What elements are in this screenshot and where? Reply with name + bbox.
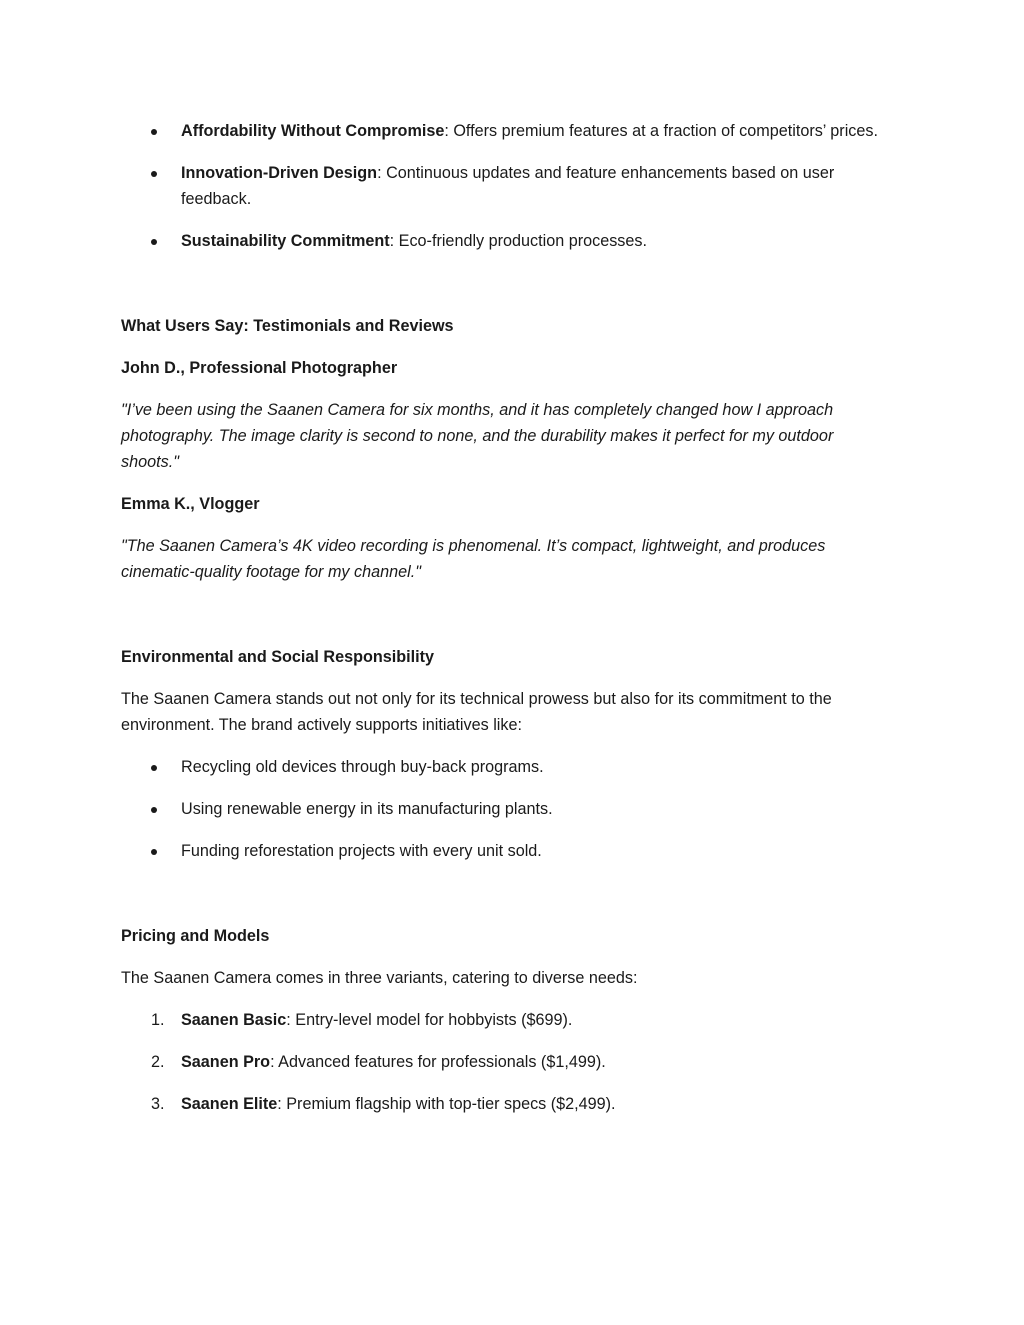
testimonial-author: John D., Professional Photographer xyxy=(121,359,398,377)
environment-intro: The Saanen Camera stands out not only for its technical prowess but also for its commitment to the environment. The brand actively supports initiatives like: xyxy=(121,690,832,734)
list-item-text: Using renewable energy in its manufacturing plants. xyxy=(181,800,553,818)
testimonial-author: Emma K., Vlogger xyxy=(121,495,260,513)
bullet-icon xyxy=(151,807,157,813)
bullet-icon xyxy=(151,239,157,245)
list-item xyxy=(121,796,881,822)
list-number: 2. xyxy=(151,1053,165,1071)
list-item xyxy=(121,1007,881,1033)
bullet-icon xyxy=(151,765,157,771)
feature-text: : Offers premium features at a fraction of competitors’ prices. xyxy=(444,122,878,140)
model-text: : Advanced features for professionals ($1,499). xyxy=(270,1053,606,1071)
model-name: Saanen Elite xyxy=(181,1095,278,1113)
list-item xyxy=(121,838,881,864)
feature-term: Sustainability Commitment xyxy=(181,232,390,250)
environment-heading: Environmental and Social Responsibility xyxy=(121,648,435,666)
models-list xyxy=(121,1007,881,1117)
model-name: Saanen Pro xyxy=(181,1053,271,1071)
model-text: : Entry-level model for hobbyists ($699). xyxy=(286,1011,573,1029)
list-item xyxy=(121,118,881,144)
list-item xyxy=(121,228,881,254)
list-item xyxy=(121,754,881,780)
list-item xyxy=(121,1091,881,1117)
list-number: 1. xyxy=(151,1011,165,1029)
bullet-icon xyxy=(151,129,157,135)
list-item xyxy=(121,1049,881,1075)
features-list xyxy=(121,118,881,254)
model-text: : Premium flagship with top-tier specs ($2,499). xyxy=(277,1095,616,1113)
environment-list xyxy=(121,754,881,864)
document-page xyxy=(121,118,881,1133)
testimonial-quote: "The Saanen Camera’s 4K video recording is phenomenal. It’s compact, lightweight, and produces cinematic-quality footage for my channel." xyxy=(121,537,826,581)
pricing-heading: Pricing and Models xyxy=(121,927,270,945)
bullet-icon xyxy=(151,171,157,177)
bullet-icon xyxy=(151,849,157,855)
list-item xyxy=(121,160,881,212)
list-item-text: Recycling old devices through buy-back programs. xyxy=(181,758,544,776)
feature-text: : Eco-friendly production processes. xyxy=(389,232,647,250)
feature-term: Affordability Without Compromise xyxy=(181,122,445,140)
list-item-text: Funding reforestation projects with every unit sold. xyxy=(181,842,542,860)
testimonial-quote: "I’ve been using the Saanen Camera for six months, and it has completely changed how I approach photography. The image clarity is second to none, and the durability makes it perfect for my outdoor shoots." xyxy=(121,401,834,471)
list-number: 3. xyxy=(151,1095,165,1113)
feature-term: Innovation-Driven Design xyxy=(181,164,378,182)
model-name: Saanen Basic xyxy=(181,1011,287,1029)
feature-text: : Continuous updates and feature enhancements based on user feedback. xyxy=(181,164,835,208)
testimonials-heading: What Users Say: Testimonials and Reviews xyxy=(121,317,454,335)
pricing-intro: The Saanen Camera comes in three variants, catering to diverse needs: xyxy=(121,969,638,987)
